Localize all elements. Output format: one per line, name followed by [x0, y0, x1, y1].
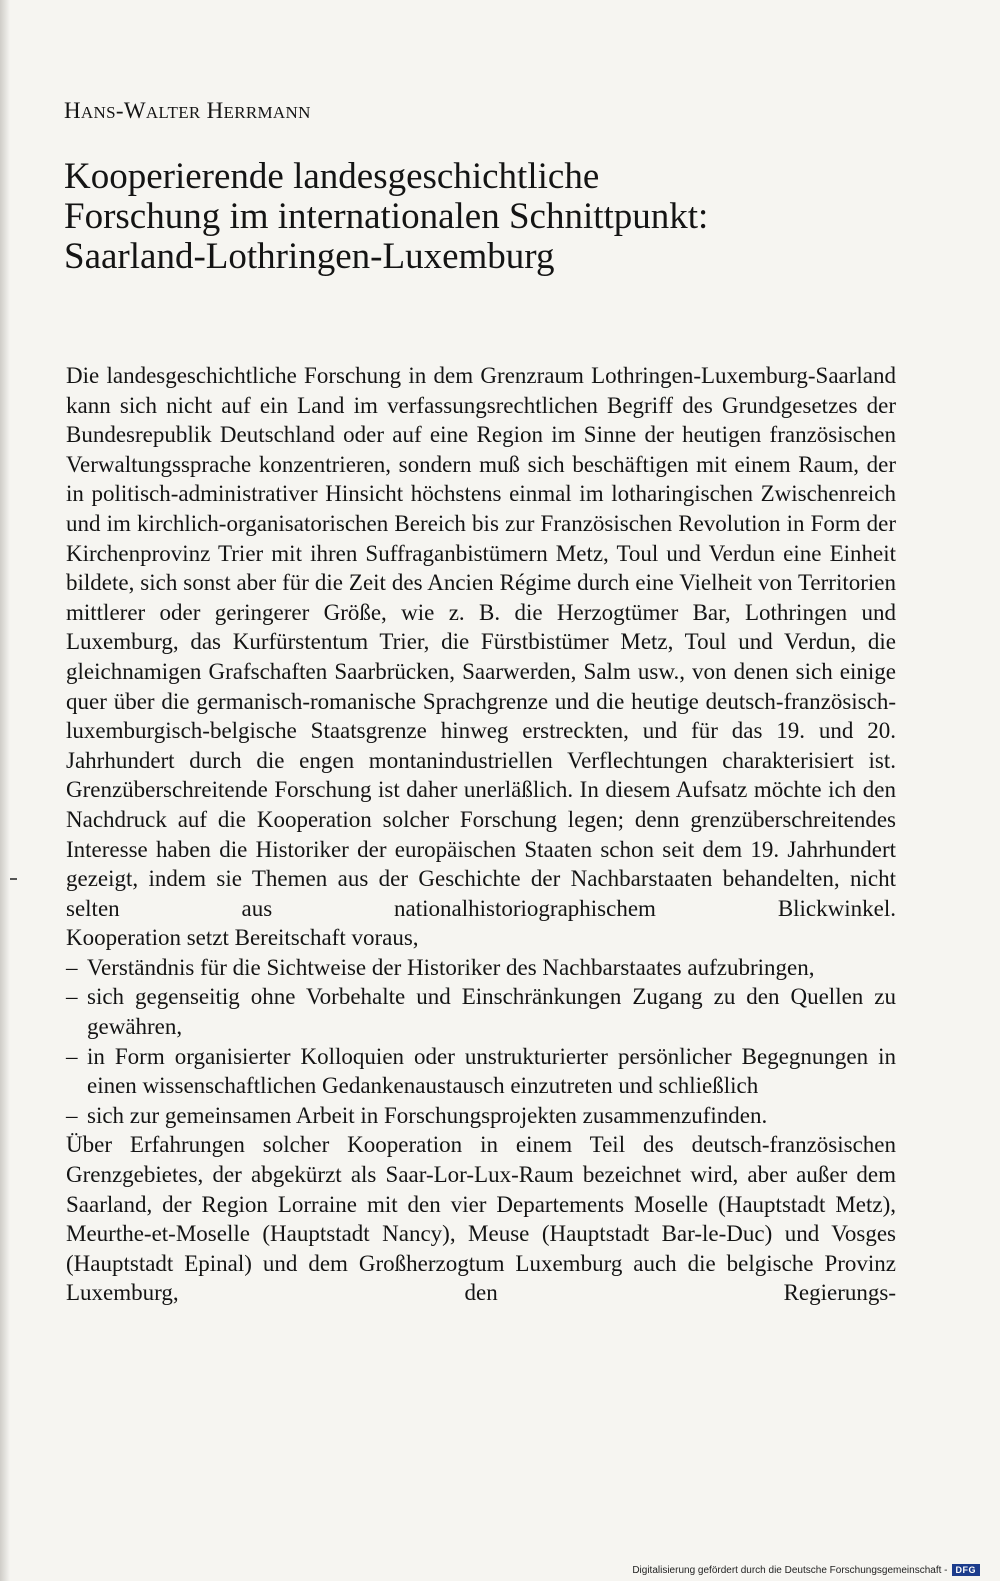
list-item: [66, 953, 896, 983]
author-initial: W: [123, 98, 146, 123]
title-line: Forschung im internationalen Schnittpunkt:: [64, 196, 709, 237]
footer-text: Digitalisierung gefördert durch die Deutsche Forschungsgemeinschaft -: [632, 1564, 948, 1576]
page-edge-shadow: [0, 0, 10, 1581]
list-item: [66, 982, 896, 1041]
dash-bullet: –: [66, 1102, 78, 1128]
dfg-logo: DFG: [952, 1564, 981, 1576]
list-item-text: Verständnis für die Sichtweise der Historiker des Nachbarstaates aufzubringen,: [87, 954, 815, 980]
author-smallcaps: ALTER: [145, 103, 201, 122]
article-body: [66, 361, 896, 1308]
article-title: [64, 157, 944, 277]
author-initial: H: [64, 98, 81, 123]
list-item: [66, 1101, 896, 1131]
dash-bullet: –: [66, 984, 78, 1010]
intro-line: Kooperation setzt Bereitschaft voraus,: [66, 925, 419, 951]
list-item-text: sich zur gemeinsamen Arbeit in Forschungsprojekten zusammenzufinden.: [87, 1102, 768, 1128]
dash-bullet: –: [66, 1043, 78, 1069]
author-smallcaps: ERRMANN: [223, 103, 311, 122]
paragraph: Die landesgeschichtliche Forschung in dem Grenzraum Lothringen-Luxemburg-Saarland kann sich nicht auf ein Land im verfassungsrechtlichen Begriff des Grundgesetzes der Bundesrepublik Deutschland oder auf eine Region im Sinne der heutigen französischen Verwaltungssprache konzentrieren, sondern muß sich beschäftigen mit einem Raum, der in politisch-administrativer Hinsicht höchstens einmal im lotharingischen Zwischenreich und im kirchlich-organisatorischen Bereich bis zur Französischen Revolution in Form der Kirchenprovinz Trier mit ihren Suffraganbistümern Metz, Toul und Verdun eine Einheit bildete, sich sonst aber für die Zeit des Ancien Régime durch eine Vielheit von Territorien mittlerer oder geringerer Größe, wie z. B. die Herzogtümer Bar, Lothringen und Luxemburg, das Kurfürstentum Trier, die Fürstbistümer Metz, Toul und Verdun, die gleichnamigen Grafschaften Saarbrücken, Saarwerden, Salm usw., von denen sich einige quer über die germanisch-romanische Sprachgrenze und die heutige deutsch-französisch-luxemburgisch-belgische Staatsgrenze hinweg erstreckten, und für das 19. und 20. Jahrhundert durch die engen montanindustriellen Verflechtungen charakterisiert ist. Grenzüberschreitende Forschung ist daher unerläßlich. In diesem Aufsatz möchte ich den Nachdruck auf die Kooperation solcher Forschung legen; denn grenzüberschreitendes Interesse haben die Historiker der europäischen Staaten schon seit dem 19. Jahrhundert gezeigt, indem sie Themen aus der Geschichte der Nachbarstaaten behandelten, nicht selten aus nationalhistoriographischem Blickwinkel.: [66, 363, 896, 921]
paragraph: Über Erfahrungen solcher Kooperation in einem Teil des deutsch-französischen Grenzgebietes, der abgekürzt als Saar-Lor-Lux-Raum bezeichnet wird, aber außer dem Saarland, der Region Lorraine mit den vier Departements Moselle (Hauptstadt Metz), Meurthe-et-Moselle (Hauptstadt Nancy), Meuse (Hauptstadt Bar-le-Duc) und Vosges (Hauptstadt Epinal) und dem Großherzogtum Luxemburg auch die belgische Provinz Luxemburg, den Regierungs-: [66, 1132, 896, 1306]
author-initial: H: [206, 98, 224, 123]
list-item-text: sich gegenseitig ohne Vorbehalte und Einschränkungen Zugang zu den Quellen zu gewähren,: [87, 984, 896, 1040]
list-item-text: in Form organisierter Kolloquien oder unstrukturierter persönlicher Begegnungen in einen wissenschaftlichen Gedankenaustausch einzutreten und schließlich: [87, 1043, 896, 1099]
list-item: [66, 1042, 896, 1101]
author-name: [64, 98, 311, 124]
author-smallcaps: ANS: [80, 103, 116, 122]
digitization-footer: [632, 1564, 980, 1576]
dash-bullet: –: [66, 954, 78, 980]
title-line: Kooperierende landesgeschichtliche: [64, 156, 600, 197]
title-line: Saarland-Lothringen-Luxemburg: [64, 236, 555, 277]
author-separator: -: [115, 98, 124, 123]
scan-mark: [10, 878, 17, 880]
